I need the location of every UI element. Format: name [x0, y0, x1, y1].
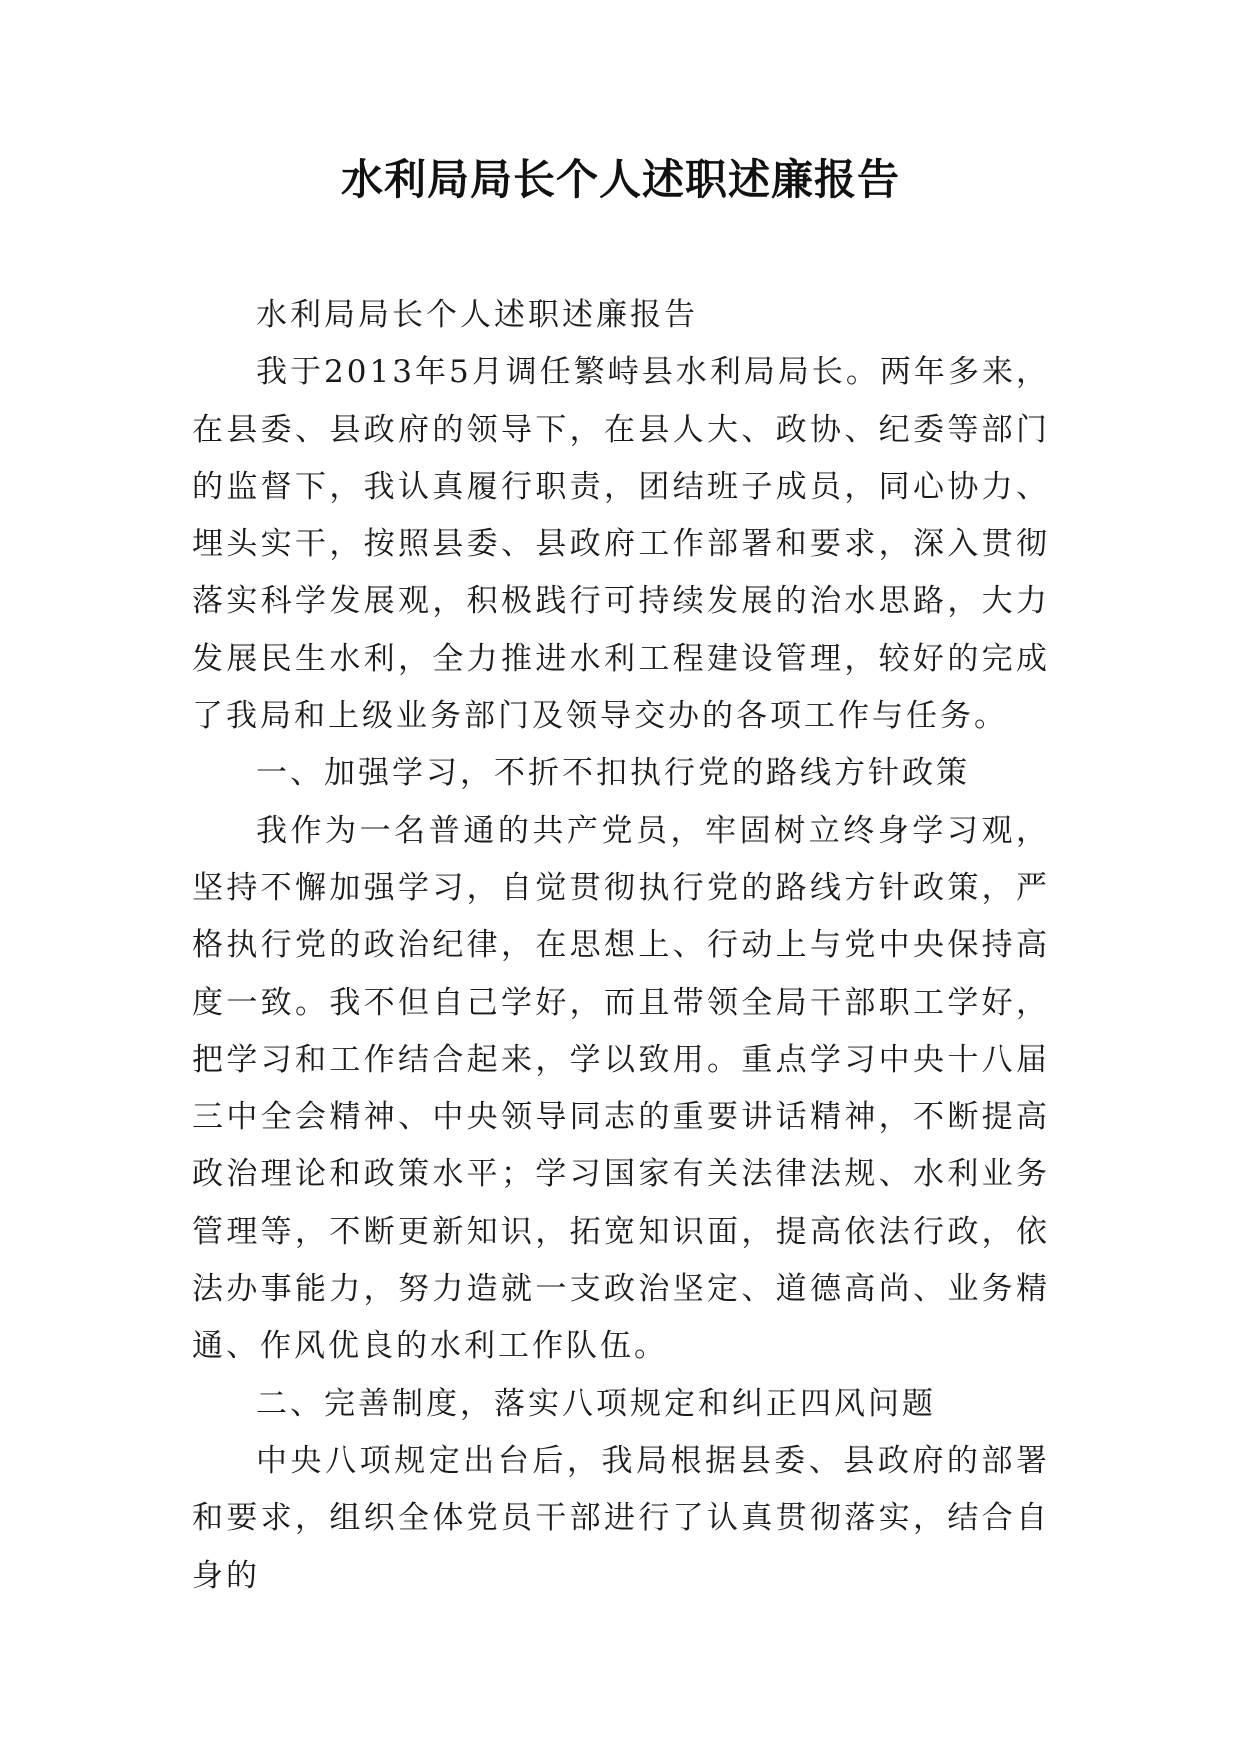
body-paragraph-study: 我作为一名普通的共产党员，牢固树立终身学习观，坚持不懈加强学习，自觉贯彻执行党的路线方针政策，严格执行党的政治纪律，在思想上、行动上与党中央保持高度一致。我不但自己学好，而且带领全局干部职工学好，把学习和工作结合起来，学以致用。重点学习中央十八届三中全会精神、中央领导同志的重要讲话精神，不断提高政治理论和政策水平；学习国家有关法律法规、水利业务管理等，不断更新知识，拓宽知识面，提高依法行政，依法办事能力，努力造就一支政治坚定、道德高尚、业务精通、作风优良的水利工作队伍。 — [192, 812, 1050, 1365]
body-paragraph-regulations: 中央八项规定出台后，我局根据县委、县政府的部署和要求，组织全体党员干部进行了认真贯彻落实，结合自身的 — [192, 1442, 1050, 1594]
document-title: 水利局局长个人述职述廉报告 — [340, 155, 900, 204]
document-body — [192, 287, 1050, 1605]
section-heading-1: 一、加强学习，不折不扣执行党的路线方针政策 — [256, 755, 970, 792]
body-paragraph-subtitle: 水利局局长个人述职述廉报告 — [256, 297, 698, 333]
body-paragraph-intro: 我于2013年5月调任繁峙县水利局局长。两年多来，在县委、县政府的领导下，在县人大、政协、纪委等部门的监督下，我认真履行职责，团结班子成员，同心协力、埋头实干，按照县委、县政府工作部署和要求，深入贯彻落实科学发展观，积极践行可持续发展的治水思路，大力发展民生水利，全力推进水利工程建设管理，较好的完成了我局和上级业务部门及领导交办的各项工作与任务。 — [192, 354, 1050, 735]
section-heading-2: 二、完善制度，落实八项规定和纠正四风问题 — [256, 1385, 936, 1422]
